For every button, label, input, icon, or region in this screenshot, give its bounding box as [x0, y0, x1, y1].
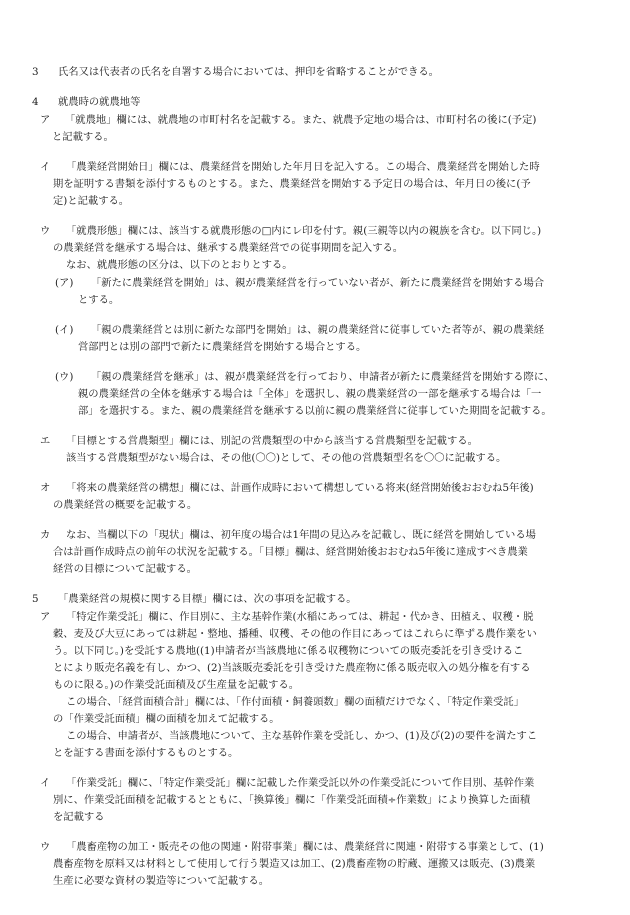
item-line: の「作業受託面積」欄の面積を加えて記載する。 [53, 713, 280, 725]
item-line: 期を証明する書類を添付するものとする。また、農業経営を開始する予定日の場合は、年月日の後に(予 [53, 178, 531, 190]
item-line: 農畜産物を原料又は材料として使用して行う製造又は加工、(2)農畜産物の貯蔵、運搬又は販売、(3)農業 [53, 858, 536, 870]
item-mark: エ [40, 435, 51, 447]
item-line: 「特定作業受託」欄に、作目別に、主な基幹作業(水稲にあっては、耕起・代かき、田植え、収穫・脱 [66, 611, 534, 623]
section-number: 5 [32, 593, 39, 605]
item-line: 経営の目標について記載する。 [53, 563, 197, 575]
item-line: 定)と記載する。 [53, 195, 130, 207]
item-mark: イ [40, 161, 51, 173]
item-line: とにより販売名義を有し、かつ、(2)当該販売委託を引き受けた農産物に係る販売収入の処分権を有する [53, 662, 531, 674]
item-line: 「農畜産物の加工・販売その他の関連・附帯事業」欄には、農業経営に関連・附帯する事業として、(1) [66, 841, 544, 853]
subitem-mark: (ア) [55, 277, 74, 289]
subitem-line: とする。 [78, 294, 120, 306]
item-line: ものに限る。)の作業受託面積及び生産量を記載する。 [53, 679, 299, 691]
item-line: う。以下同じ。)を受託する農地((1)申請者が当該農地に係る収穫物についての販売委託を引き受けるこ [53, 645, 524, 657]
item-line: この場合、申請者が、当該農地について、主な基幹作業を受託し、かつ、(1)及び(2)の要件を満たすこ [66, 730, 538, 742]
section-heading: 「農業経営の規模に関する目標」欄には、次の事項を記載する。 [58, 593, 357, 605]
item-mark: カ [40, 529, 51, 541]
subitem-line: 営部門とは別の部門で新たに農業経営を開始する場合とする。 [78, 341, 367, 353]
item-line: 該当する営農類型がない場合は、その他(〇〇)として、その他の営農類型名を〇〇に記載する。 [66, 452, 507, 464]
item-line: 「目標とする営農類型」欄には、別記の営農類型の中から該当する営農類型を記載する。 [66, 435, 478, 447]
subitem-line: 親の農業経営の全体を継承する場合は「全体」を選択し、親の農業経営の一部を継承する場合は「一 [78, 388, 542, 400]
item-line: 穀、麦及び大豆にあっては耕起・整地、播種、収穫、その他の作目にあってはこれらに準ずる農作業をい [53, 628, 537, 640]
section-number: 4 [32, 96, 39, 108]
item-line: 「就農形態」欄には、該当する就農形態の□内にレ印を付す。親(三親等以内の親族を含む。以下同じ。) [66, 225, 542, 237]
section-heading: 就農時の就農地等 [58, 96, 141, 108]
item-mark: オ [40, 482, 51, 494]
section-text: 氏名又は代表者の氏名を自署する場合においては、押印を省略することができる。 [58, 66, 439, 78]
item-mark: ア [40, 114, 51, 126]
item-line: 「作業受託」欄に、「特定作業受託」欄に記載した作業受託以外の作業受託について作目別、基幹作業 [66, 777, 535, 789]
subitem-line: 部」を選択する。また、親の農業経営を継承する以前に親の農業経営に従事していた期間を記載する。 [78, 405, 552, 417]
item-line: とを証する書面を添付するものとする。 [53, 747, 239, 759]
item-line: 「将来の農業経営の構想」欄には、計画作成時において構想している将来(経営開始後おおむね5年後) [66, 482, 534, 494]
item-line: を記載する [53, 811, 105, 823]
item-mark: ア [40, 611, 51, 623]
item-line: 「農業経営開始日」欄には、農業経営を開始した年月日を記入する。この場合、農業経営を開始した時 [66, 161, 540, 173]
subitem-line: 「親の農業経営とは別に新たな部門を開始」は、親の農業経営に従事していた者等が、親の農業経 [91, 324, 545, 336]
item-line: なお、就農形態の区分は、以下のとおりとする。 [66, 259, 293, 271]
item-mark: イ [40, 777, 51, 789]
subitem-mark: (ウ) [55, 371, 74, 383]
item-line: 合は計画作成時点の前年の状況を記載する。「目標」欄は、経営開始後おおむね5年後に達成すべき農業 [53, 546, 528, 558]
subitem-line: 「親の農業経営を継承」は、親が農業経営を行っており、申請者が新たに農業経営を開始する際に、 [91, 371, 555, 383]
item-line: 「就農地」欄には、就農地の市町村名を記載する。また、就農予定地の場合は、市町村名の後に(予定) [65, 114, 537, 126]
item-mark: ウ [40, 225, 51, 237]
item-line: の農業経営の概要を記載する。 [53, 499, 198, 511]
section-number: 3 [32, 66, 39, 78]
item-line: なお、当欄以下の「現状」欄は、初年度の場合は1年間の見込みを記載し、既に経営を開始している場 [66, 529, 536, 541]
item-mark: ウ [40, 841, 51, 853]
subitem-line: 「新たに農業経営を開始」は、親が農業経営を行っていない者が、新たに農業経営を開始する場合 [91, 277, 545, 289]
item-line: 別に、作業受託面積を記載するとともに、「換算後」欄に「作業受託面積÷作業数」により換算した面積 [53, 794, 531, 806]
item-line: 生産に必要な資材の製造等について記載する。 [53, 875, 270, 887]
item-line: この場合、「経営面積合計」欄には、「作付面積・飼養頭数」欄の面積だけでなく、「特定作業受託」 [66, 696, 524, 708]
subitem-mark: (イ) [55, 324, 74, 336]
item-line: の農業経営を継承する場合は、継承する農業経営での従事期間を記入する。 [53, 242, 404, 254]
item-line: と記載する。 [52, 131, 114, 143]
